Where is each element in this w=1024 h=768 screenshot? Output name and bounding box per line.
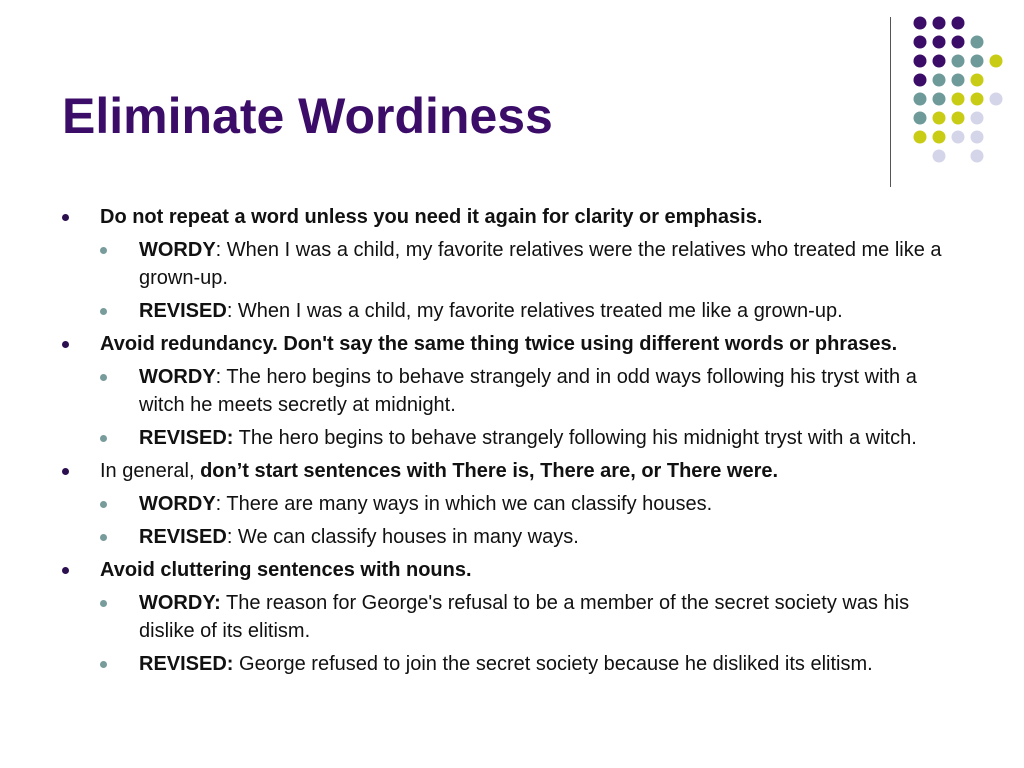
decor-dot — [971, 36, 984, 49]
bullet-prefix: In general, — [100, 460, 201, 482]
sub-bullet-text: George refused to join the secret society because he disliked its elitism. — [233, 653, 873, 675]
sub-bullet-label: REVISED — [139, 300, 227, 322]
sub-bullet-text: : We can classify houses in many ways. — [226, 526, 579, 548]
title-divider — [890, 17, 891, 187]
decor-dot — [952, 36, 965, 49]
sub-bullet-label: WORDY: — [139, 592, 221, 614]
bullet-text: Avoid redundancy. Don't say the same thing twice using different words or phrases. — [100, 333, 898, 355]
decor-dot — [952, 131, 965, 144]
decor-dot — [933, 112, 946, 125]
decor-dot — [933, 55, 946, 68]
decor-dot — [990, 93, 1003, 106]
sub-bullet-text: : The hero begins to behave strangely and in odd ways following his tryst with a witch he meets secretly at midnight. — [139, 366, 917, 416]
bullet-item — [62, 556, 967, 678]
decor-dot — [952, 17, 965, 30]
bullet-item — [62, 457, 967, 551]
decor-dot — [952, 112, 965, 125]
decor-dot — [933, 17, 946, 30]
decor-dot — [914, 131, 927, 144]
decor-dot — [914, 112, 927, 125]
decor-dot — [914, 17, 927, 30]
decor-dot — [914, 93, 927, 106]
sub-bullet-text: The reason for George's refusal to be a member of the secret society was his dislike of its elitism. — [139, 592, 910, 642]
bullet-text: don’t start sentences with There is, There are, or There were. — [200, 460, 779, 482]
sub-bullet-item — [100, 363, 967, 419]
bullet-text: Do not repeat a word unless you need it again for clarity or emphasis. — [100, 206, 763, 228]
sub-bullet-text: : When I was a child, my favorite relatives treated me like a grown-up. — [226, 300, 843, 322]
sub-bullet-label: REVISED: — [139, 427, 234, 449]
decor-dot — [971, 150, 984, 163]
decor-dot — [914, 55, 927, 68]
sub-bullet-list — [100, 363, 967, 452]
sub-bullet-item — [100, 424, 967, 452]
sub-bullet-text: : There are many ways in which we can classify houses. — [215, 493, 713, 515]
slide-title: Eliminate Wordiness — [62, 88, 553, 144]
bullet-item — [62, 330, 967, 452]
sub-bullet-label: WORDY — [139, 239, 216, 261]
sub-bullet-text: The hero begins to behave strangely following his midnight tryst with a witch. — [233, 427, 917, 449]
sub-bullet-label: WORDY — [139, 366, 216, 388]
decor-dot — [933, 150, 946, 163]
decor-dot — [952, 55, 965, 68]
decor-dot — [914, 74, 927, 87]
bullet-list — [62, 203, 967, 683]
sub-bullet-text: : When I was a child, my favorite relatives were the relatives who treated me like a grown-up. — [139, 239, 942, 289]
sub-bullet-item — [100, 589, 967, 645]
sub-bullet-label: REVISED: — [139, 653, 234, 675]
sub-bullet-label: REVISED — [139, 526, 227, 548]
sub-bullet-item — [100, 297, 967, 325]
sub-bullet-list — [100, 236, 967, 325]
decor-dot — [971, 74, 984, 87]
decor-dot — [971, 131, 984, 144]
decor-dot — [971, 93, 984, 106]
sub-bullet-list — [100, 589, 967, 678]
decor-dot — [952, 93, 965, 106]
decor-dot — [952, 74, 965, 87]
decor-dot — [971, 55, 984, 68]
bullet-text: Avoid cluttering sentences with nouns. — [100, 559, 472, 581]
decor-dot — [990, 55, 1003, 68]
bullet-item — [62, 203, 967, 325]
decor-dot — [933, 74, 946, 87]
sub-bullet-item — [100, 523, 967, 551]
sub-bullet-item — [100, 650, 967, 678]
decor-dot — [933, 93, 946, 106]
decor-dot — [933, 36, 946, 49]
sub-bullet-item — [100, 236, 967, 292]
decor-dot — [971, 112, 984, 125]
decor-dot — [933, 131, 946, 144]
sub-bullet-list — [100, 490, 967, 551]
sub-bullet-label: WORDY — [139, 493, 216, 515]
sub-bullet-item — [100, 490, 967, 518]
decor-dot — [914, 36, 927, 49]
